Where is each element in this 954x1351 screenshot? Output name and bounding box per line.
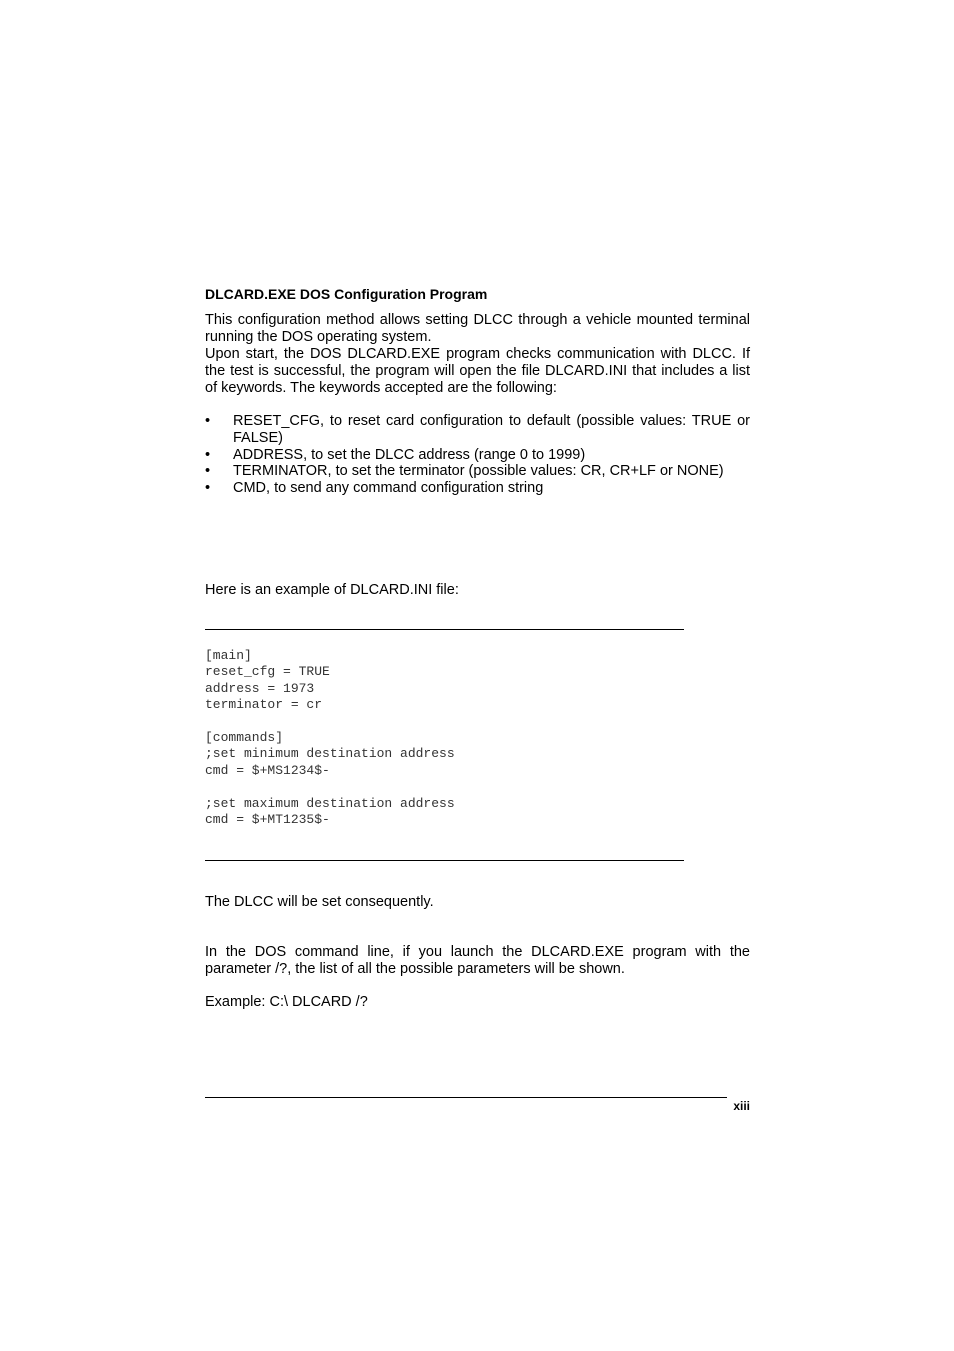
code-bottom-divider	[205, 860, 684, 861]
code-line: reset_cfg = TRUE	[205, 664, 330, 680]
code-line: [main]	[205, 648, 252, 663]
keyword-list	[205, 413, 750, 497]
bullet-icon: •	[205, 480, 211, 497]
footer-divider	[205, 1097, 727, 1098]
list-item	[205, 480, 750, 497]
intro-paragraph-1: This configuration method allows setting DLCC through a vehicle mounted terminal running the DOS operating system.	[205, 312, 750, 345]
code-line: cmd = $+MS1234$-	[205, 762, 330, 778]
code-line: ;set minimum destination address	[205, 746, 455, 762]
list-item-text: ADDRESS, to set the DLCC address (range 0 to 1999)	[233, 446, 586, 463]
section-heading: DLCARD.EXE DOS Configuration Program	[205, 286, 488, 302]
code-line: ;set maximum destination address	[205, 795, 455, 811]
list-item	[205, 463, 750, 480]
code-top-divider	[205, 629, 684, 630]
code-line: terminator = cr	[205, 697, 323, 713]
bullet-icon: •	[205, 446, 211, 463]
code-line: [commands]	[205, 730, 284, 746]
list-item-text: TERMINATOR, to set the terminator (possible values: CR, CR+LF or NONE)	[233, 463, 724, 480]
bullet-icon: •	[205, 463, 211, 480]
example-intro: Here is an example of DLCARD.INI file:	[205, 582, 459, 598]
list-item	[205, 413, 750, 447]
list-item-text: RESET_CFG, to reset card configuration to default (possible values: TRUE or FALSE)	[233, 413, 750, 446]
list-item-text: CMD, to send any command configuration string	[233, 480, 544, 497]
list-item	[205, 447, 750, 464]
result-paragraph: The DLCC will be set consequently.	[205, 894, 434, 910]
intro-paragraph-2: Upon start, the DOS DLCARD.EXE program checks communication with DLCC. If the test is successful, the program will open the file DLCARD.INI that includes a list of keywords. The keywords accepted are the following:	[205, 346, 750, 396]
ini-code-block	[205, 648, 455, 828]
code-line: cmd = $+MT1235$-	[205, 812, 330, 828]
example-command: Example: C:\ DLCARD /?	[205, 994, 368, 1010]
bullet-icon: •	[205, 413, 211, 429]
dos-note-paragraph: In the DOS command line, if you launch the DLCARD.EXE program with the parameter /?, the list of all the possible parameters will be shown.	[205, 944, 750, 977]
page-number: xiii	[733, 1099, 750, 1113]
code-line: address = 1973	[205, 680, 315, 696]
